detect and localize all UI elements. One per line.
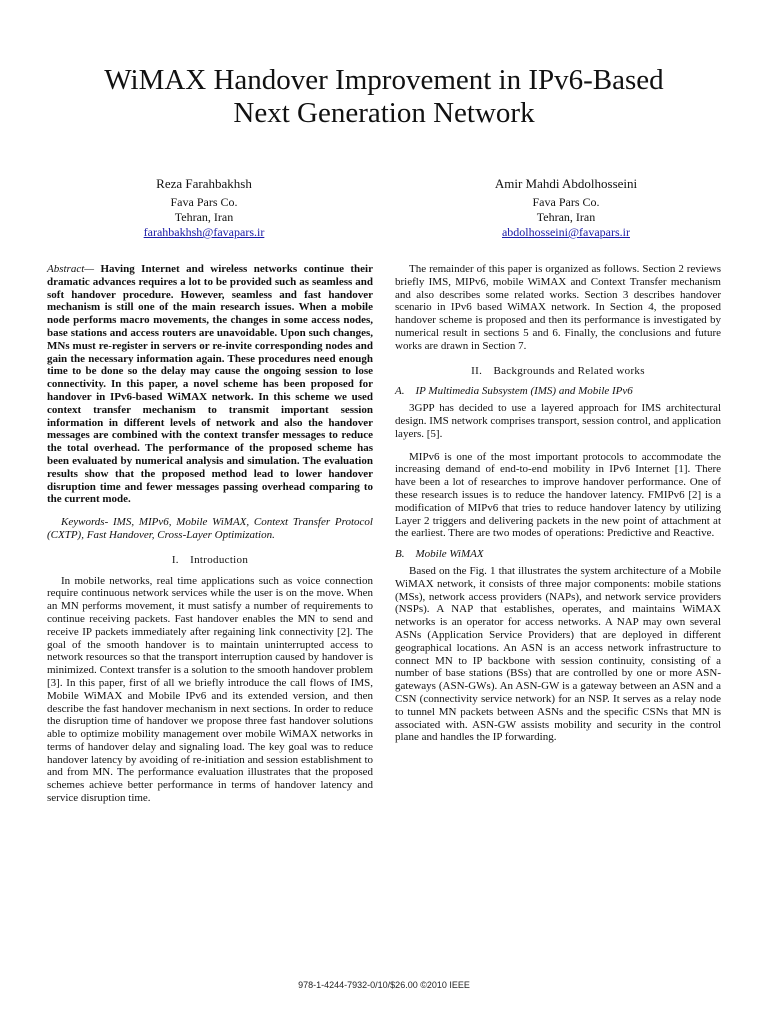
section-heading-introduction: I. Introduction xyxy=(171,553,249,566)
author-name: Amir Mahdi Abdolhosseini xyxy=(494,176,638,191)
section-heading-backgrounds: II. Backgrounds and Related works xyxy=(471,364,645,377)
subsection-heading-mobile-wimax: B. Mobile WiMAX xyxy=(395,548,484,561)
abstract-lead: Abstract— xyxy=(47,263,95,275)
keywords: Keywords- IMS, MIPv6, Mobile WiMAX, Context Transfer Protocol (CXTP), Fast Handover, Cross-Layer Optimization. xyxy=(47,516,373,541)
author-affiliation: Fava Pars Co. xyxy=(170,195,238,209)
abstract xyxy=(47,263,373,506)
author-block-1 xyxy=(54,176,354,240)
title-line-1: WiMAX Handover Improvement in IPv6-Based xyxy=(104,64,664,96)
mipv6-paragraph: MIPv6 is one of the most important protocols to accommodate the increasing demand of end-to-end mobility in IPv6 Internet [1]. There have been a lot of researches to improve handover performance. One of these research issues is to reduce the handover latency. FMIPv6 [2] is a modification of MIPv6 that tries to reduce handover latency by utilizing Layer 2 triggers and delivering packets in the new point of attachment at the earliest. There are two modes of operations: Predictive and Reactive. xyxy=(395,450,721,540)
author-name: Reza Farahbakhsh xyxy=(156,176,252,191)
author-email-link[interactable]: abdolhosseini@favapars.ir xyxy=(501,225,630,239)
left-column xyxy=(47,263,373,805)
ims-paragraph: 3GPP has decided to use a layered approach for IMS architectural design. IMS network comprises transport, session control, and application layers. [5]. xyxy=(395,402,721,440)
author-email-link[interactable]: farahbakhsh@favapars.ir xyxy=(143,225,265,239)
author-block-2 xyxy=(416,176,716,240)
subsection-heading-ims: A. IP Multimedia Subsystem (IMS) and Mobile IPv6 xyxy=(395,385,633,398)
organization-paragraph: The remainder of this paper is organized as follows. Section 2 reviews briefly IMS, MIPv6, mobile WiMAX and Context Transfer mechanism and also describes some related works. Section 3 describes handover scenario in IPv6 based WiMAX network. In Section 4, the proposed handover scheme is proposed and then its performance is investigated by numerical result in sections 5 and 6. Finally, the conclusions and future works are drawn in Section 7. xyxy=(395,263,721,352)
mobile-wimax-paragraph: Based on the Fig. 1 that illustrates the system architecture of a Mobile WiMAX network, it consists of three major components: mobile stations (MSs), network access providers (NAPs), and network service providers (NSPs). A NAP that establishes, operates, and maintains WiMAX networks is an operator for access networks. A NAP may own several ASNs (Application Service Providers) that are deployed in different geographical locations. An ASN is an access network infrastructure to connect MN to IP backbone with session continuity, consisting of a number of base stations (BSs) that are controlled by one or more ASN-gateways (ASN-GWs). An ASN-GW is a gateway between an ASN and a CSN (connectivity service network) for an NSP. It serves as a relay node to tunnel MN packets between ASNs and the specific CSNs that MN is associated with. ASN-GW assists mobility and security in the control plane and handles the IP forwarding. xyxy=(395,564,721,744)
copyright-footer: 978-1-4244-7932-0/10/$26.00 ©2010 IEEE xyxy=(298,980,470,990)
author-affiliation: Fava Pars Co. xyxy=(532,195,600,209)
abstract-text: Having Internet and wireless networks continue their dramatic advances requires a lot to be provided such as seamless and soft handover procedure. However, seamless and fast handover mechanism is still one of the main research issues. When a mobile node performs macro movements, the changes in some access nodes, base stations and access routers are unavoidable. Upon such changes, MNs must re-register in servers or re-invite corresponding nodes and gain the necessary information again. These procedures need enough time to be done so the delay may cause the ongoing session to lose connectivity. In this paper, a novel scheme has been proposed for handover in IPv6-based WiMAX network. In this scheme we used context transfer mechanism to transmit important session information in different levels of network and also the handover messages are combined with the context transfer messages to reduce the total overhead. The performance of the proposed scheme has been evaluated by numerical analysis and simulation. The evaluation results show that the proposed method lead to lower handover disruption time and fewer messages passing overhead comparing to the current mode. xyxy=(47,263,373,506)
author-location: Tehran, Iran xyxy=(174,210,234,224)
title-line-2: Next Generation Network xyxy=(233,97,535,129)
right-column xyxy=(395,263,721,744)
paper-title xyxy=(40,64,728,130)
introduction-paragraph: In mobile networks, real time applications such as voice connection require continuous network services while the user is on the move. When an MN performs movement, it must satisfy a number of requirements to continue receiving packets. Fast handover enables the MN to send and receive IP packets immediately after regaining link connectivity [2]. The goal of the smooth handover is to maintain uninterrupted access to network resources so that the transport interruption caused by handover is minimized. Context transfer is a solution to the smooth handover problem [3]. In this paper, first of all we briefly introduce the call flows of IMS, Mobile WiMAX and Mobile IPv6 and its extended version, and then describe the fast handover mechanism in next sections. In order to reduce the disruption time of handover we propose three fast handover solutions able to optimize mobility management over mobile WiMAX networks in terms of handover delay and signaling load. The key goal was to reduce handover latency by avoiding of re-initiation and session establishment to and from MN. The performance evaluation illustrates that the proposed schemes achieve better performance in terms of handover latency and service disruption time. xyxy=(47,574,373,805)
author-location: Tehran, Iran xyxy=(536,210,596,224)
